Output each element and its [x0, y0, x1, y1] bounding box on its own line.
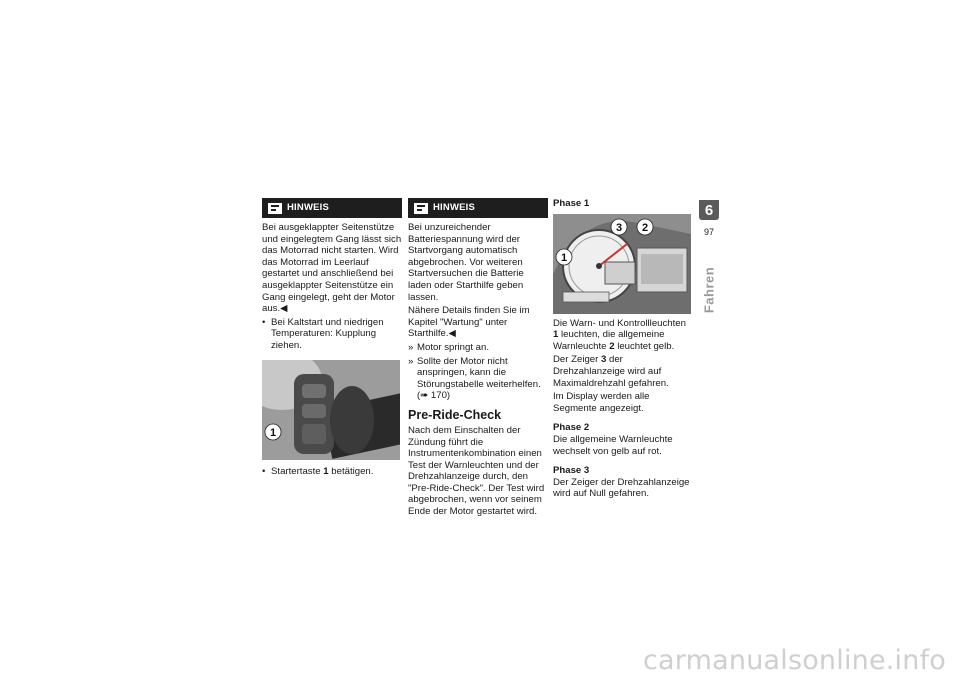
text-fragment: der Drehzahlanzeige wird auf Maximaldrehzahl gefahren. — [553, 354, 669, 389]
notice-text: Bei unzureichender Batteriespannung wird der Startvorgang automatisch abgebrochen. Vor weiteren Startversuchen die Batterie laden oder Starthilfe geben lassen. — [408, 222, 524, 303]
cluster-callout-1: 1 — [560, 251, 568, 264]
phase-text — [553, 354, 693, 389]
cluster-callout-3: 3 — [615, 221, 623, 234]
callout-ref: 1 — [553, 329, 559, 341]
notice-text: Bei ausgeklappter Seitenstütze und eingelegtem Gang lässt sich das Motorrad nicht starten. Wird das Motorrad im Leerlauf gestartet und anschließend bei ausgeklappter Seitenstütze ein Gang eingelegt, geht der Motor aus.◀ — [262, 222, 402, 315]
list-item: • Bei Kaltstart und niedrigen Temperaturen: Kupplung ziehen. — [262, 317, 402, 352]
phase-text: Der Zeiger der Drehzahlanzeige wird auf Null gefahren. — [553, 476, 690, 500]
notice-icon — [268, 203, 282, 214]
notice-box-2 — [408, 198, 548, 218]
notice-label: HINWEIS — [433, 202, 476, 214]
phase-heading: Phase 1 — [553, 198, 590, 209]
notice-box-1 — [262, 198, 402, 218]
section-text: Nach dem Einschalten der Zündung führt die Instrumentenkombination einen Test der Warnleuchten und der Drehzahlanzeige durch, den "Pre-Ride-Check". Der Test wird abgebrochen, wenn vor seinem Ende der Motor gestartet wird. — [408, 424, 545, 518]
page-number: 97 — [703, 227, 714, 237]
column-middle — [408, 198, 548, 520]
photo-callout-1: 1 — [269, 426, 277, 439]
text-fragment: Der Zeiger — [553, 354, 599, 366]
text-fragment: leuchten, die allgemeine Warnleuchte — [553, 329, 665, 352]
result-text: Sollte der Motor nicht anspringen, kann die Störungstabelle weiterhelfen. (➠ 170) — [417, 355, 541, 402]
section-heading: Pre-Ride-Check — [408, 407, 502, 422]
handlebar-illustration — [262, 360, 400, 460]
phase-text — [553, 318, 693, 353]
starter-button-photo — [262, 360, 400, 460]
chapter-title: Fahren — [701, 266, 717, 314]
text-fragment: leuchtet gelb. — [617, 340, 675, 352]
phase-text: Im Display werden alle Segmente angezeigt. — [553, 391, 650, 414]
callout-ref: 2 — [609, 340, 615, 352]
callout-ref: 1 — [323, 465, 329, 477]
bullet-text: Bei Kaltstart und niedrigen Temperaturen: Kupplung ziehen. — [271, 316, 384, 351]
callout-ref: 3 — [601, 354, 607, 366]
watermark-footer: carmanualsonline.info — [643, 645, 946, 676]
text-fragment: Die Warn- und Kontrollleuchten — [553, 317, 686, 329]
list-item: » Sollte der Motor nicht anspringen, kann die Störungstabelle weiterhelfen. (➠ 170) — [408, 356, 548, 402]
result-text: Motor springt an. — [417, 341, 489, 353]
column-left — [262, 198, 402, 479]
list-item: » Motor springt an. — [408, 341, 489, 353]
instrument-cluster-illustration — [553, 214, 691, 314]
column-right — [553, 198, 693, 502]
phase-heading: Phase 3 — [553, 465, 590, 477]
bullet-text: Startertaste — [271, 465, 321, 477]
phase-heading: Phase 2 — [553, 422, 590, 434]
phase-text: Die allgemeine Warnleuchte wechselt von gelb auf rot. — [553, 433, 673, 457]
notice-label: HINWEIS — [287, 202, 330, 214]
notice-text: Nähere Details finden Sie im Kapitel "Wartung" unter Starthilfe.◀ — [408, 305, 530, 340]
instrument-cluster-image — [553, 214, 691, 314]
bullet-text: betätigen. — [331, 465, 374, 477]
chapter-number-tab: 6 — [699, 200, 719, 220]
cluster-callout-2: 2 — [641, 221, 649, 234]
list-item: • Startertaste 1 betätigen. — [262, 465, 374, 477]
notice-icon — [414, 203, 428, 214]
